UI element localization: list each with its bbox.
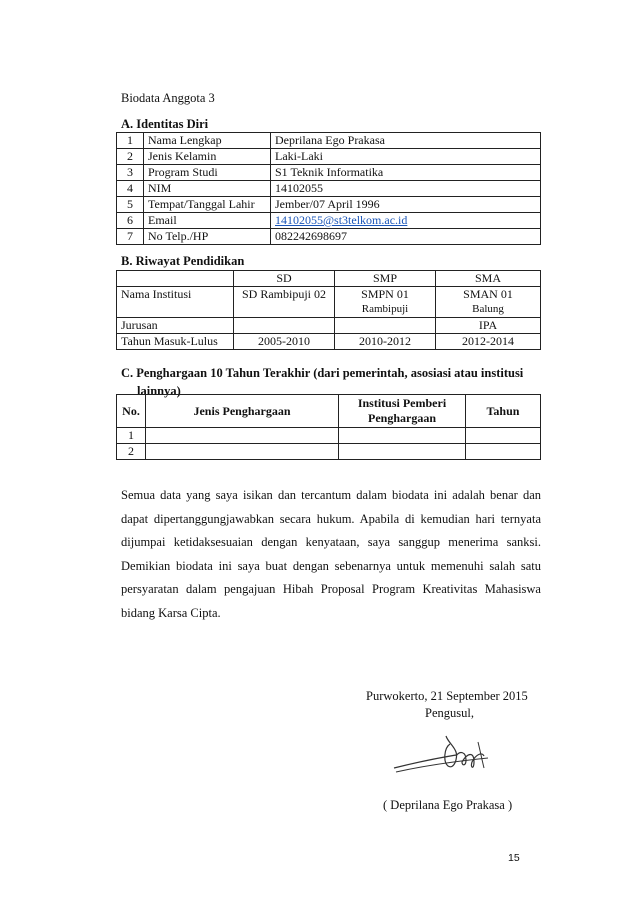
field-value: Jember/07 April 1996: [271, 197, 541, 213]
row-number: 5: [117, 197, 144, 213]
field-label: Jenis Kelamin: [144, 149, 271, 165]
statement-paragraph: Semua data yang saya isikan dan tercantum dalam biodata ini adalah benar dan dapat dipertanggungjawabkan secara hukum. Apabila di kemudian hari ternyata dijumpai ketidaksesuaian dengan kenyataan, saya sanggup menerima sanksi. Demikian biodata ini saya buat dengan sebenarnya untuk memenuhi salah satu persyaratan dalam pengajuan Hibah Proposal Program Kreativitas Mahasiswa bidang Karsa Cipta.: [121, 488, 541, 620]
row-number: 1: [117, 133, 144, 149]
cell-line: Rambipuji: [361, 303, 409, 315]
field-label: No Telp./HP: [144, 229, 271, 245]
row-label: Nama Institusi: [117, 287, 234, 318]
cell-institusi: [339, 428, 466, 444]
email-link[interactable]: 14102055@st3telkom.ac.id: [275, 213, 408, 227]
header-line: Penghargaan: [367, 411, 436, 425]
table-row: [117, 334, 541, 350]
cell-institusi: [339, 444, 466, 460]
row-number: 3: [117, 165, 144, 181]
row-number: 7: [117, 229, 144, 245]
row-number: 6: [117, 213, 144, 229]
field-label: NIM: [144, 181, 271, 197]
row-label: Jurusan: [117, 318, 234, 334]
field-label: Program Studi: [144, 165, 271, 181]
table-row: [117, 197, 541, 213]
education-table: [116, 270, 541, 350]
header-empty: [117, 271, 234, 287]
cell-sma: 2012-2014: [436, 334, 541, 350]
signer-name: ( Deprilana Ego Prakasa ): [383, 798, 513, 812]
cell-sma: IPA: [436, 318, 541, 334]
field-value: 082242698697: [271, 229, 541, 245]
header-no: No.: [117, 395, 146, 428]
header-institusi: [339, 395, 466, 428]
cell-jenis: [146, 444, 339, 460]
cell-sma: [436, 287, 541, 318]
place-date: Purwokerto, 21 September 2015: [366, 689, 528, 703]
cell-tahun: [466, 444, 541, 460]
row-label: Tahun Masuk-Lulus: [117, 334, 234, 350]
awards-table: [116, 394, 541, 460]
cell-smp: 2010-2012: [335, 334, 436, 350]
table-row: [117, 428, 541, 444]
header-line: Institusi Pemberi: [357, 396, 447, 410]
document-title: Biodata Anggota 3: [121, 91, 215, 105]
cell-line: SMPN 01: [361, 287, 409, 301]
section-a-title: A. Identitas Diri: [121, 117, 209, 131]
field-label: Nama Lengkap: [144, 133, 271, 149]
cell-sd: 2005-2010: [234, 334, 335, 350]
section-b-title: B. Riwayat Pendidikan: [121, 254, 245, 268]
identity-table: [116, 132, 541, 245]
row-number: 2: [117, 444, 146, 460]
cell-jenis: [146, 428, 339, 444]
row-number: 4: [117, 181, 144, 197]
table-row: [117, 149, 541, 165]
signature-image: [388, 722, 498, 782]
field-value: Laki-Laki: [271, 149, 541, 165]
cell-sd: [234, 318, 335, 334]
cell-tahun: [466, 428, 541, 444]
cell-line: SMAN 01: [463, 287, 513, 301]
table-row: [117, 133, 541, 149]
table-header-row: [117, 271, 541, 287]
header-smp: SMP: [335, 271, 436, 287]
field-label: Email: [144, 213, 271, 229]
field-value: Deprilana Ego Prakasa: [271, 133, 541, 149]
section-c-title-line: C. Penghargaan 10 Tahun Terakhir (dari pemerintah, asosiasi atau institusi: [121, 366, 524, 380]
table-header-row: [117, 395, 541, 428]
header-sma: SMA: [436, 271, 541, 287]
header-tahun: Tahun: [466, 395, 541, 428]
table-row: [117, 213, 541, 229]
header-sd: SD: [234, 271, 335, 287]
cell-sd: SD Rambipuji 02: [234, 287, 335, 318]
table-row: [117, 444, 541, 460]
table-row: [117, 318, 541, 334]
field-value: 14102055: [271, 181, 541, 197]
page-number: 15: [508, 852, 520, 864]
section-c-title-line: lainnya): [137, 384, 181, 398]
table-row: [117, 165, 541, 181]
row-number: 2: [117, 149, 144, 165]
table-row: [117, 287, 541, 318]
header-jenis: Jenis Penghargaan: [146, 395, 339, 428]
table-row: [117, 229, 541, 245]
field-label: Tempat/Tanggal Lahir: [144, 197, 271, 213]
field-value: S1 Teknik Informatika: [271, 165, 541, 181]
cell-smp: [335, 287, 436, 318]
pengusul-label: Pengusul,: [425, 706, 474, 720]
table-row: [117, 181, 541, 197]
email-link-cell: [271, 213, 541, 229]
cell-smp: [335, 318, 436, 334]
row-number: 1: [117, 428, 146, 444]
cell-line: Balung: [472, 303, 504, 315]
